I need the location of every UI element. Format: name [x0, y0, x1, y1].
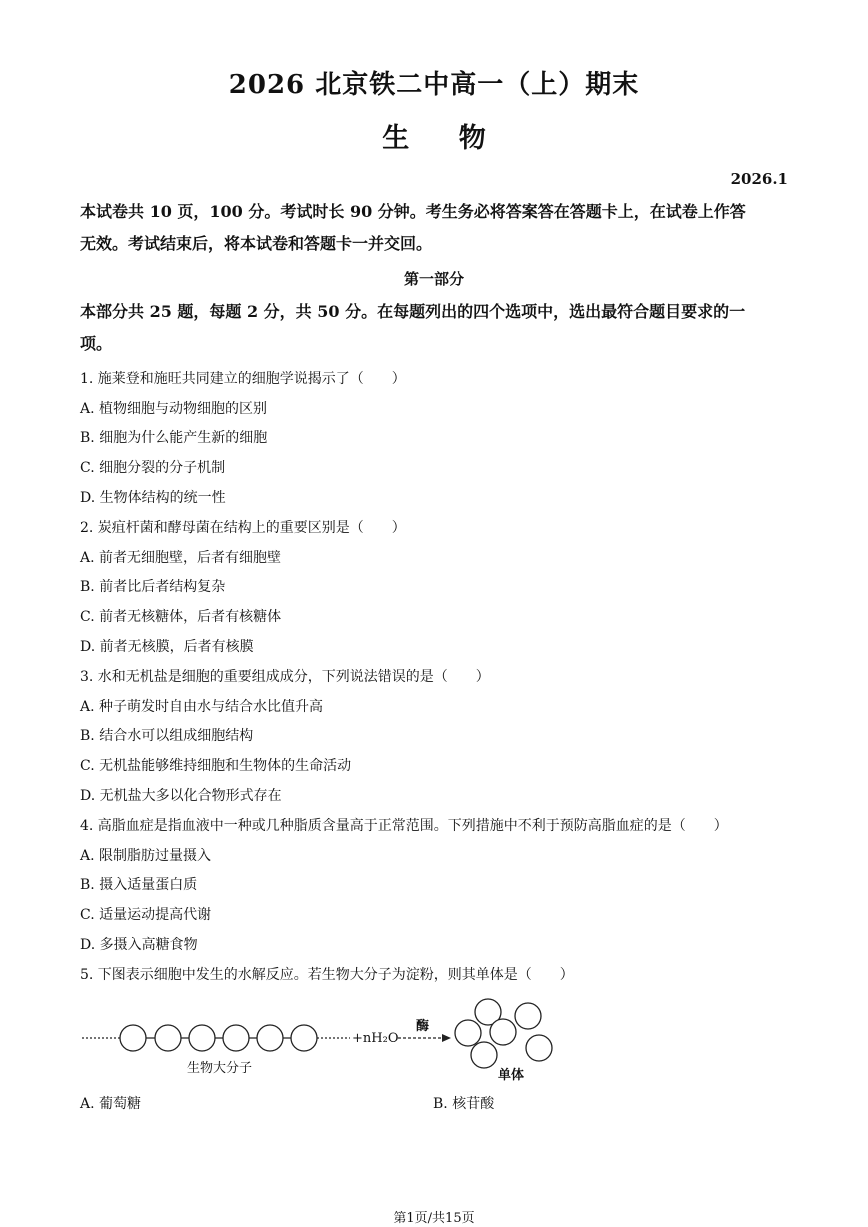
subject-title: 生 物 [382, 123, 486, 154]
monomer-circle [291, 1025, 317, 1051]
question-3-stem: 3. 水和无机盐是细胞的重要组成成分，下列说法错误的是（ ） [80, 669, 490, 685]
question-4-option-d: D. 多摄入高糖食物 [80, 937, 198, 953]
hydrolysis-diagram [80, 990, 560, 1090]
macromolecule-label: 生物大分子 [187, 1061, 253, 1076]
monomer-circle [120, 1025, 146, 1051]
monomer-circle [189, 1025, 215, 1051]
question-4-option-a: A. 限制脂肪过量摄入 [80, 848, 212, 864]
section-instructions-line-2: 项。 [80, 334, 113, 353]
question-3-option-a: A. 种子萌发时自由水与结合水比值升高 [80, 699, 324, 715]
monomer-circle [223, 1025, 249, 1051]
question-1-stem: 1. 施莱登和施旺共同建立的细胞学说揭示了（ ） [80, 371, 406, 387]
section-instructions [80, 296, 792, 360]
question-2-option-d: D. 前者无核膜，后者有核膜 [80, 639, 254, 655]
question-1-option-c: C. 细胞分裂的分子机制 [80, 460, 226, 476]
question-2-option-a: A. 前者无细胞壁，后者有细胞壁 [80, 550, 282, 566]
free-monomer-circle [526, 1035, 552, 1061]
question-2-stem: 2. 炭疽杆菌和酵母菌在结构上的重要区别是（ ） [80, 520, 406, 536]
question-2-option-b: B. 前者比后者结构复杂 [80, 579, 226, 595]
exam-title: 2026 北京铁二中高一（上）期末 [228, 70, 640, 100]
arrow-head-icon [442, 1034, 451, 1042]
free-monomer-circle [471, 1042, 497, 1068]
section-instructions-line-1: 本部分共 25 题，每题 2 分，共 50 分。在每题列出的四个选项中，选出最符合题目要求的一 [80, 302, 746, 321]
water-label: +nH₂O [352, 1031, 399, 1046]
question-5-stem: 5. 下图表示细胞中发生的水解反应。若生物大分子为淀粉，则其单体是（ ） [80, 967, 574, 983]
question-1-option-b: B. 细胞为什么能产生新的细胞 [80, 430, 268, 446]
question-2-option-c: C. 前者无核糖体，后者有核糖体 [80, 609, 282, 625]
free-monomer-circle [455, 1020, 481, 1046]
exam-date: 2026.1 [730, 170, 788, 188]
question-1-option-d: D. 生物体结构的统一性 [80, 490, 226, 506]
free-monomer-circle [490, 1019, 516, 1045]
enzyme-label: 酶 [416, 1019, 430, 1034]
question-5-option-a: A. 葡萄糖 [80, 1096, 142, 1112]
section-title: 第一部分 [403, 270, 464, 288]
question-4-stem: 4. 高脂血症是指血液中一种或几种脂质含量高于正常范围。下列措施中不利于预防高脂血症的是（ ） [80, 818, 728, 834]
question-1-option-a: A. 植物细胞与动物细胞的区别 [80, 401, 268, 417]
page-number: 第1页/共15页 [393, 1211, 475, 1226]
exam-instructions [80, 196, 792, 260]
monomer-label: 单体 [498, 1068, 525, 1083]
question-4-option-b: B. 摄入适量蛋白质 [80, 877, 198, 893]
question-5-option-b: B. 核苷酸 [433, 1096, 495, 1112]
instructions-line-2: 无效。考试结束后，将本试卷和答题卡一并交回。 [80, 234, 433, 253]
monomer-circle [155, 1025, 181, 1051]
monomer-circle [257, 1025, 283, 1051]
question-3-option-c: C. 无机盐能够维持细胞和生物体的生命活动 [80, 758, 352, 774]
question-3-option-d: D. 无机盐大多以化合物形式存在 [80, 788, 282, 804]
free-monomer-circle [515, 1003, 541, 1029]
question-3-option-b: B. 结合水可以组成细胞结构 [80, 728, 254, 744]
instructions-line-1: 本试卷共 10 页，100 分。考试时长 90 分钟。考生务必将答案答在答题卡上，在试卷上作答 [80, 202, 746, 221]
question-4-option-c: C. 适量运动提高代谢 [80, 907, 212, 923]
